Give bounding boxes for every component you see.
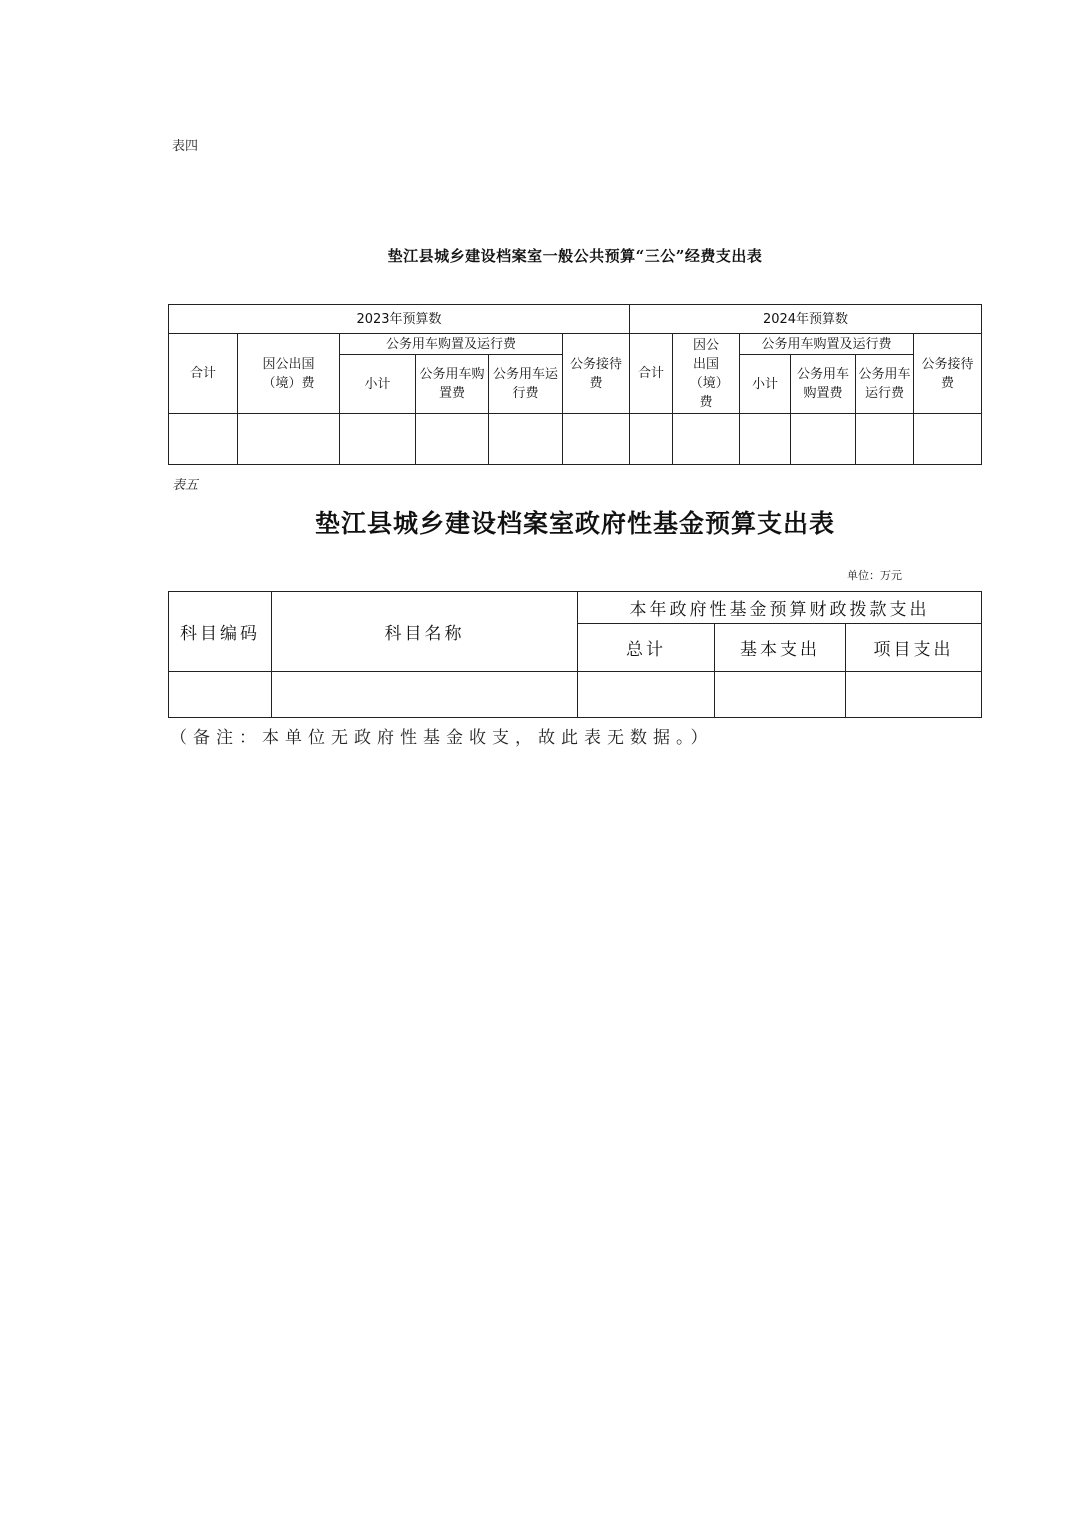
table-cell bbox=[914, 414, 982, 465]
table-cell bbox=[673, 414, 740, 465]
table-cell bbox=[169, 414, 238, 465]
purchase-header-2023: 公务用车购置费 bbox=[416, 355, 489, 414]
total-header-2023: 合计 bbox=[169, 334, 238, 414]
purchase-header-2024: 公务用车购置费 bbox=[791, 355, 856, 414]
abroad-header-2024: 因公出国（境）费 bbox=[673, 334, 740, 414]
operation-header-2024: 公务用车运行费 bbox=[856, 355, 914, 414]
code-header: 科目编码 bbox=[169, 592, 272, 672]
table-row bbox=[169, 672, 982, 718]
table-cell bbox=[856, 414, 914, 465]
table-cell bbox=[563, 414, 630, 465]
reception-header-2023: 公务接待费 bbox=[563, 334, 630, 414]
table-cell bbox=[169, 672, 272, 718]
fund-group-header: 本年政府性基金预算财政拨款支出 bbox=[578, 592, 982, 624]
total-header: 总计 bbox=[578, 624, 715, 672]
basic-header: 基本支出 bbox=[715, 624, 846, 672]
total-header-2024: 合计 bbox=[630, 334, 673, 414]
table4-label: 表四 bbox=[172, 139, 199, 154]
table-cell bbox=[416, 414, 489, 465]
vehicle-group-header-2023: 公务用车购置及运行费 bbox=[340, 334, 563, 355]
table-cell bbox=[630, 414, 673, 465]
table4-title: 垫江县城乡建设档案室一般公共预算“三公”经费支出表 bbox=[387, 247, 763, 265]
table-cell bbox=[238, 414, 340, 465]
table-row bbox=[169, 414, 982, 465]
abroad-header-2023: 因公出国（境）费 bbox=[238, 334, 340, 414]
year-2024-header: 2024年预算数 bbox=[630, 305, 982, 334]
government-fund-table bbox=[168, 591, 982, 718]
table-cell bbox=[715, 672, 846, 718]
table5-title: 垫江县城乡建设档案室政府性基金预算支出表 bbox=[314, 509, 835, 538]
table5-note: （备注：本单位无政府性基金收支，故此表无数据。） bbox=[170, 728, 714, 748]
table-cell bbox=[578, 672, 715, 718]
vehicle-group-header-2024: 公务用车购置及运行费 bbox=[740, 334, 914, 355]
table-cell bbox=[740, 414, 791, 465]
unit-label: 单位：万元 bbox=[847, 569, 902, 582]
project-header: 项目支出 bbox=[846, 624, 982, 672]
table-cell bbox=[846, 672, 982, 718]
table-cell bbox=[791, 414, 856, 465]
table-cell bbox=[272, 672, 578, 718]
subtotal-header-2023: 小计 bbox=[340, 355, 416, 414]
subtotal-header-2024: 小计 bbox=[740, 355, 791, 414]
year-2023-header: 2023年预算数 bbox=[169, 305, 630, 334]
operation-header-2023: 公务用车运行费 bbox=[489, 355, 563, 414]
three-public-expenses-table bbox=[168, 304, 982, 465]
table-cell bbox=[489, 414, 563, 465]
table-cell bbox=[340, 414, 416, 465]
reception-header-2024: 公务接待费 bbox=[914, 334, 982, 414]
name-header: 科目名称 bbox=[272, 592, 578, 672]
table5-label: 表五 bbox=[172, 478, 199, 493]
